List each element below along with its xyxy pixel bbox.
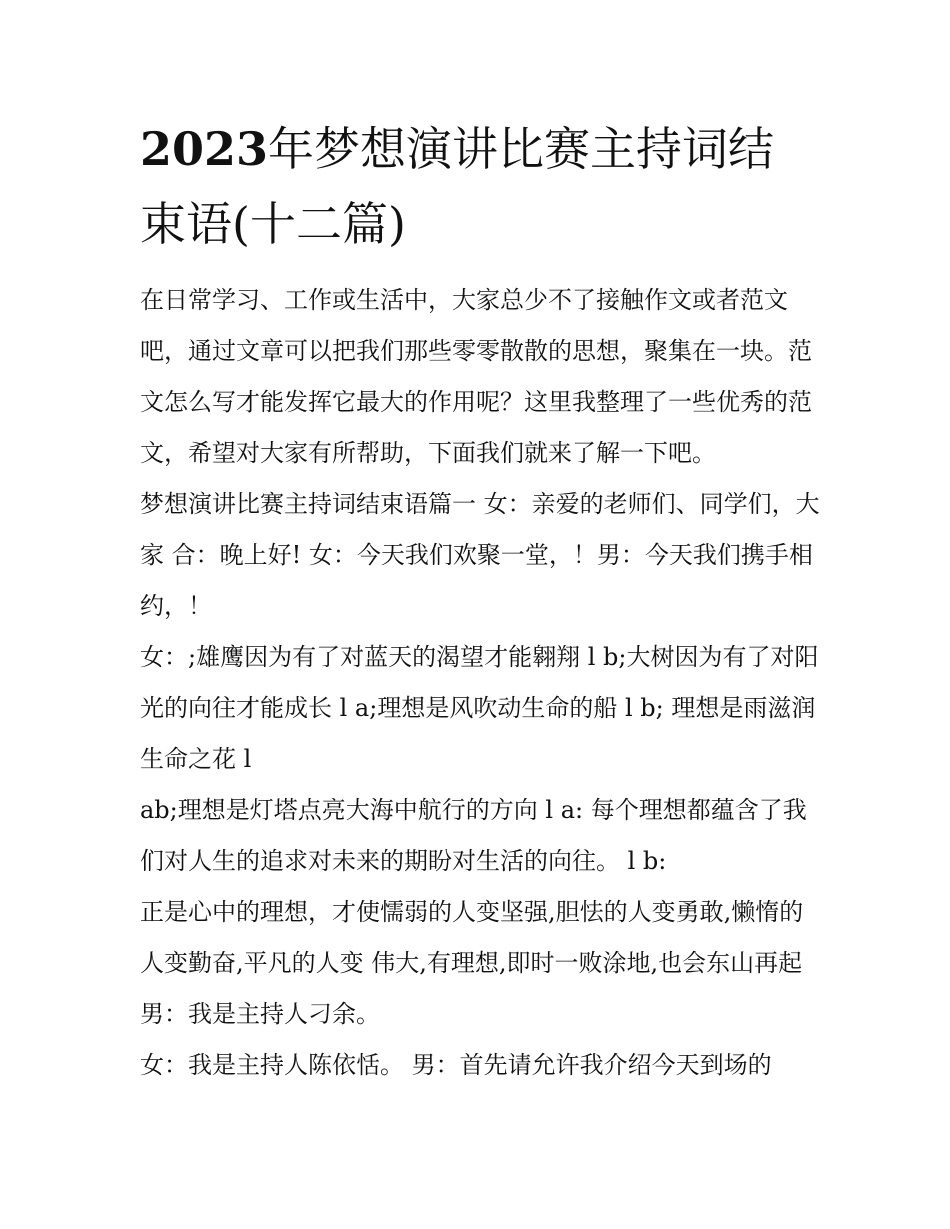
- document-body: [140, 112, 820, 1091]
- document-title: [140, 112, 820, 262]
- title-text: 年梦想演讲比赛主持词结束语(十二篇): [140, 122, 775, 251]
- speech-paragraph: 梦想演讲比赛主持词结束语篇一 女：亲爱的老师们、同学们，大家 合：晚上好! 女：今天我们欢聚一堂，！男：今天我们携手相约，！: [140, 490, 820, 620]
- title-year: 2023: [140, 122, 269, 176]
- speech-paragraph: 正是心中的理想，才使懦弱的人变坚强,胆怯的人变勇敢,懒惰的人变勤奋,平凡的人变 伟大,有理想,即时一败涂地,也会东山再起 男：我是主持人刁余。: [140, 898, 804, 1028]
- speech-paragraph: 女：我是主持人陈依恬。 男：首先请允许我介绍今天到场的: [140, 1051, 772, 1079]
- intro-paragraph: 在日常学习、工作或生活中，大家总少不了接触作文或者范文吧，通过文章可以把我们那些零零散散的思想，聚集在一块。范文怎么写才能发挥它最大的作用呢？这里我整理了一些优秀的范文，希望对大家有所帮助，下面我们就来了解一下吧。: [140, 286, 812, 467]
- speech-paragraph: ab;理想是灯塔点亮大海中航行的方向 l a: 每个理想都蕴含了我们对人生的追求对未来的期盼对生活的向往。 l b:: [140, 796, 807, 875]
- paragraph-list: [140, 275, 820, 1091]
- speech-paragraph: 女：;雄鹰因为有了对蓝天的渴望才能翱翔 l b;大树因为有了对阳光的向往才能成长 l a;理想是风吹动生命的船 l b; 理想是雨滋润生命之花 l: [140, 643, 819, 773]
